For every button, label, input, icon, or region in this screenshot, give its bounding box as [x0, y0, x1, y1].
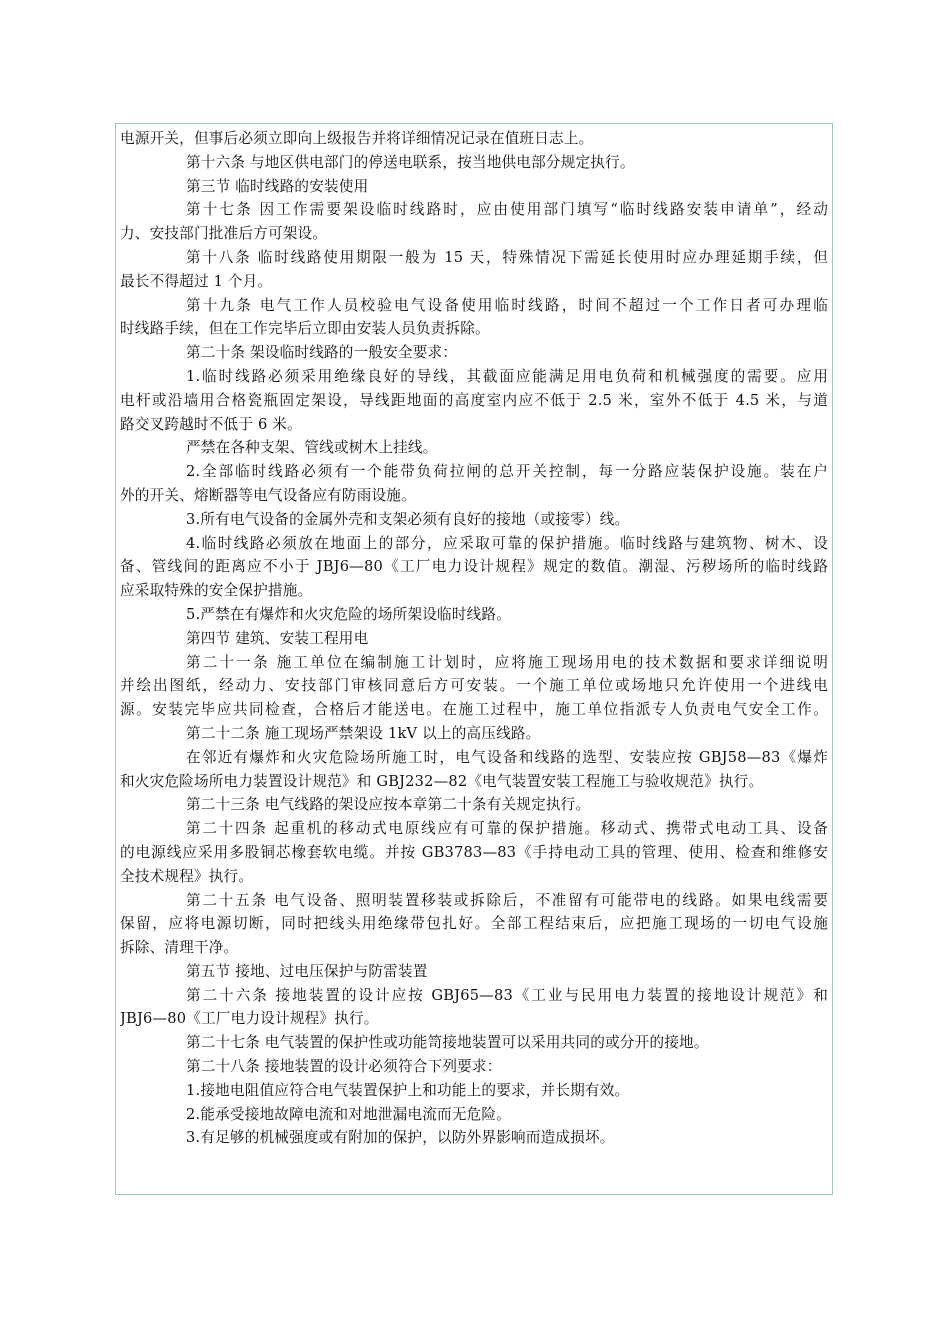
text-line: 1.接地电阻值应符合电气装置保护上和功能上的要求，并长期有效。 [186, 1081, 630, 1099]
text-line: 第二十五条 电气设备、照明装置移装或拆除后，不准留有可能带电的线路。如果电线需要 [186, 891, 828, 909]
text-line: 拆除、清理干净。 [120, 939, 239, 957]
text-line: 第五节 接地、过电压保护与防雷装置 [186, 962, 428, 980]
text-line: 源。安装完毕应共同检查，合格后才能送电。在施工过程中，施工单位指派专人负责电气安全工作。 [120, 701, 828, 719]
text-line: JBJ6—80《工厂电力设计规程》执行。 [120, 1010, 379, 1028]
text-line: 第二十七条 电气装置的保护性或功能笥接地装置可以采用共同的或分开的接地。 [186, 1034, 709, 1052]
text-line: 严禁在各种支架、管线或树木上挂线。 [186, 439, 438, 457]
text-line: 和火灾危险场所电力装置设计规范》和 GBJ232—82《电气装置安装工程施工与验收规范》执行。 [120, 772, 764, 790]
text-line: 第二十四条 起重机的移动式电原线应有可靠的保护措施。移动式、携带式电动工具、设备 [186, 820, 828, 838]
text-line: 2.全部临时线路必须有一个能带负荷拉闸的总开关控制，每一分路应装保护设施。装在户 [186, 463, 828, 481]
text-line: 第二十条 架设临时线路的一般安全要求： [186, 344, 458, 362]
text-line: 第四节 建筑、安装工程用电 [186, 629, 369, 647]
text-line: 4.临时线路必须放在地面上的部分，应采取可靠的保护措施。临时线路与建筑物、树木、设 [186, 534, 828, 552]
text-line: 第二十二条 施工现场严禁架设 1kV 以上的高压线路。 [186, 724, 541, 742]
text-line: 第三节 临时线路的安装使用 [186, 177, 369, 195]
text-line: 第二十六条 接地装置的设计应按 GBJ65—83《工业与民用电力装置的接地设计规范》和 [186, 986, 828, 1004]
text-line: 第二十八条 接地装置的设计必须符合下列要求： [186, 1058, 502, 1076]
text-line: 第十六条 与地区供电部门的停送电联系，按当地供电部分规定执行。 [186, 153, 635, 171]
text-line: 力、安技部门批准后方可架设。 [120, 225, 328, 243]
text-line: 时线路手续，但在工作完毕后立即由安装人员负责拆除。 [120, 320, 490, 338]
text-line: 保留，应将电源切断，同时把线头用绝缘带包扎好。全部工程结束后，应把施工现场的一切电气设施 [120, 915, 828, 933]
text-line: 最长不得超过 1 个月。 [120, 272, 273, 290]
text-line: 3.有足够的机械强度或有附加的保护，以防外界影响而造成损坏。 [186, 1129, 615, 1147]
text-line: 应采取特殊的安全保护措施。 [120, 582, 313, 600]
text-line: 第十八条 临时线路使用期限一般为 15 天，特殊情况下需延长使用时应办理延期手续，但 [186, 248, 828, 266]
text-line: 电源开关，但事后必须立即向上级报告并将详细情况记录在值班日志上。 [120, 130, 594, 147]
text-line: 在邻近有爆炸和火灾危险场所施工时，电气设备和线路的选型、安装应按 GBJ58—83《爆炸 [186, 748, 828, 766]
text-line: 路交叉跨越时不低于 6 米。 [120, 415, 302, 433]
text-line: 全技术规程》执行。 [120, 867, 254, 885]
text-line: 第十七条 因工作需要架设临时线路时，应由使用部门填写“临时线路安装申请单”，经动 [186, 201, 828, 219]
text-line: 电杆或沿墙用合格瓷瓶固定架设，导线距地面的高度室内应不低于 2.5 米，室外不低于 4.5 米，与道 [120, 391, 828, 409]
text-line: 第二十三条 电气线路的架设应按本章第二十条有关规定执行。 [186, 796, 591, 814]
text-line: 5.严禁在有爆炸和火灾危险的场所架设临时线路。 [186, 605, 511, 623]
text-line: 3.所有电气设备的金属外壳和支架必须有良好的接地（或接零）线。 [186, 510, 630, 528]
text-line: 并绘出图纸，经动力、安技部门审核同意后方可安装。一个施工单位或场地只允许使用一个进线电 [120, 677, 828, 695]
text-line: 第十九条 电气工作人员校验电气设备使用临时线路，时间不超过一个工作日者可办理临 [186, 296, 828, 314]
document-frame [115, 123, 833, 1195]
text-line: 第二十一条 施工单位在编制施工计划时，应将施工现场用电的技术数据和要求详细说明 [186, 653, 828, 671]
text-line: 外的开关、熔断器等电气设备应有防雨设施。 [120, 486, 416, 504]
text-line: 1.临时线路必须采用绝缘良好的导线，其截面应能满足用电负荷和机械强度的需要。应用 [186, 367, 828, 385]
text-line: 的电源线应采用多股铜芯橡套软电缆。并按 GB3783—83《手持电动工具的管理、使用、检查和维修安 [120, 843, 828, 861]
text-line: 2.能承受接地故障电流和对地泄漏电流而无危险。 [186, 1105, 511, 1123]
text-line: 备、管线间的距离应不小于 JBJ6—80《工厂电力设计规程》规定的数值。潮湿、污秽场所的临时线路 [120, 558, 828, 576]
